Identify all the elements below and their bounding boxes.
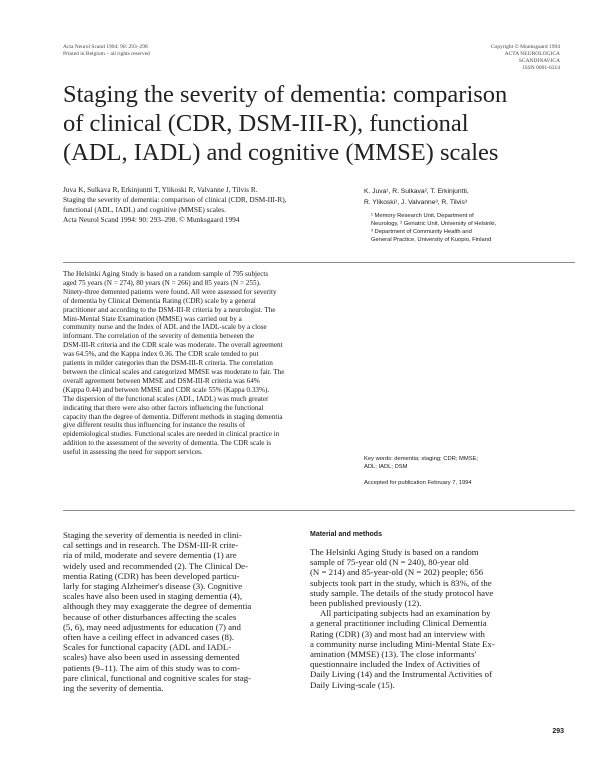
abstract-line: The dispersion of the functional scales (ADL, IADL) was much greater bbox=[63, 394, 269, 403]
page-number: 293 bbox=[552, 728, 564, 735]
body-line: patients (9–11). The aim of this study was to com- bbox=[63, 662, 240, 673]
body-line: Scales for functional capacity (ADL and IADL- bbox=[63, 642, 232, 653]
accepted-date: Accepted for publication February 7, 1994 bbox=[364, 480, 472, 486]
author-line: R. Ylikoski¹, J. Valvanne³, R. Tilvis³ bbox=[364, 199, 468, 206]
abstract-line: community nurse and the Index of ADL and the IADL-scale by a close bbox=[63, 323, 267, 332]
affiliations bbox=[371, 212, 576, 244]
abstract-line: was 64.5%, and the Kappa index 0.36. The CDR scale tended to put bbox=[63, 350, 259, 359]
abstract-top-rule bbox=[63, 262, 575, 263]
body-line: Daily Living (14) and the Instrumental Activities of bbox=[310, 669, 493, 680]
body-line: ria of mild, moderate and severe dementia (1) are bbox=[63, 550, 237, 561]
body-left-column bbox=[63, 530, 313, 693]
abstract-line: Mini-Mental State Examination (MMSE) was carried out by a bbox=[63, 314, 242, 323]
keywords bbox=[364, 455, 574, 471]
body-line: (5, 6), may need adjustments for education (7) and bbox=[63, 621, 241, 632]
affiliation-line: ¹ Memory Research Unit, Department of bbox=[371, 213, 474, 219]
title-line: of clinical (CDR, DSM-III-R), functional bbox=[63, 110, 469, 137]
abstract-line: epidemiological studies. Functional scales are needed in clinical practice in bbox=[63, 430, 280, 439]
body-line: All participating subjects had an examination by bbox=[320, 608, 491, 619]
abstract-line: The Helsinki Aging Study is based on a random sample of 795 subjects bbox=[63, 270, 269, 278]
abstract-line: overall agreement between MMSE and DSM-III-R criteria was 64% bbox=[63, 376, 260, 385]
body-line: mentia Rating (CDR) has been developed particu- bbox=[63, 570, 240, 581]
body-line: pare clinical, functional and cognitive scales for stag- bbox=[63, 672, 252, 683]
body-line: The Helsinki Aging Study is based on a random bbox=[310, 547, 479, 557]
body-line: larly for staging Alzheimer's disease (3). Cognitive bbox=[63, 581, 243, 592]
abstract-line: patients in milder categories than the DSM-III-R criteria. The correlation bbox=[63, 359, 273, 368]
abstract-line: aged 75 years (N = 274), 80 years (N = 266) and 85 years (N = 255). bbox=[63, 278, 261, 287]
abstract-line: informant. The correlation of the severity of dementia between the bbox=[63, 332, 255, 341]
body-line: (N = 214) and 85-year-old (N = 202) people; 656 bbox=[310, 567, 484, 578]
copyright-header bbox=[400, 44, 560, 72]
body-line: subjects took part in the study, which is 83%, of the bbox=[310, 577, 492, 588]
abstract-line: useful in assessing the need for support services. bbox=[63, 448, 203, 457]
author-list bbox=[364, 186, 574, 208]
body-line: scales have also been used in staging dementia (4), bbox=[63, 591, 243, 602]
issn-line: ISSN 0001-6314 bbox=[522, 65, 560, 71]
printed-in-line: Printed in Belgium – all rights reserved bbox=[63, 51, 150, 57]
title-line: Staging the severity of dementia: comparison bbox=[63, 81, 508, 108]
body-line: a community nurse including Mini-Mental State Ex- bbox=[310, 638, 495, 649]
section-heading: Material and methods bbox=[310, 531, 382, 538]
body-line: questionnaire included the Index of Activities of bbox=[310, 659, 481, 670]
journal-name-line-2: SCANDINAVICA bbox=[518, 58, 560, 64]
body-line: Daily Living-scale (15). bbox=[310, 679, 395, 690]
body-line: widely used and recommended (2). The Clinical De- bbox=[63, 560, 249, 571]
citation-line: Acta Neurol Scand 1994: 90: 293–298. © Munksgaard 1994 bbox=[63, 215, 240, 224]
copyright-line: Copyright © Munksgaard 1994 bbox=[490, 44, 560, 50]
abstract-line: of dementia by Clinical Dementia Rating (CDR) scale by a general bbox=[63, 296, 256, 305]
citation-block bbox=[63, 185, 363, 225]
body-line: study sample. The details of the study protocol have bbox=[310, 587, 494, 598]
affiliation-line: Neurology, ² Geriatric Unit, University of Helsinki, bbox=[371, 221, 497, 227]
body-line: often have a ceiling effect in advanced cases (8). bbox=[63, 632, 235, 643]
abstract-line: practitioner and according to the DSM-III-R criteria by a neurologist. The bbox=[63, 305, 276, 314]
abstract-line: indicating that there were also other factors influencing the functional bbox=[63, 403, 264, 412]
abstract bbox=[63, 270, 353, 457]
journal-citation-line: Acta Neurol Scand 1994: 90: 293–298 bbox=[63, 44, 148, 50]
body-line: scales) have also been used in assessing demented bbox=[63, 652, 240, 663]
keywords-line: Key words: dementia; staging; CDR; MMSE; bbox=[364, 456, 479, 462]
body-right-column bbox=[310, 530, 560, 690]
article-title bbox=[63, 80, 563, 167]
keywords-line: ADL; IADL; DSM bbox=[364, 464, 408, 470]
abstract-line: between the clinical scales and categorized MMSE was moderate to fair. The bbox=[63, 367, 285, 376]
abstract-line: addition to the assessment of the severity of dementia. The CDR scale is bbox=[63, 439, 272, 448]
abstract-bottom-rule bbox=[63, 510, 575, 511]
body-line: because of other disturbances affecting the scales bbox=[63, 611, 237, 622]
body-line: cal settings and in research. The DSM-III-R crite- bbox=[63, 540, 239, 551]
body-line: been published previously (12). bbox=[310, 598, 422, 609]
citation-line: Staging the severity of dementia: comparison of clinical (CDR, DSM-III-R), bbox=[63, 195, 287, 204]
body-line: a general practitioner including Clinical Dementia bbox=[310, 618, 487, 629]
body-line: sample of 75-year old (N = 240), 80-year old bbox=[310, 557, 469, 568]
citation-line: functional (ADL, IADL) and cognitive (MMSE) scales. bbox=[63, 205, 226, 214]
body-line: ing the severity of dementia. bbox=[63, 683, 164, 694]
abstract-line: (Kappa 0.44) and between MMSE and CDR scale 55% (Kappa 0.33%). bbox=[63, 385, 270, 394]
journal-name-line-1: ACTA NEUROLOGICA bbox=[504, 51, 560, 57]
abstract-line: give different results thus influencing for instance the results of bbox=[63, 421, 246, 430]
abstract-line: Ninety-three demented patients were found. All were assessed for severity bbox=[63, 287, 277, 296]
body-line: Staging the severity of dementia is needed in clini- bbox=[63, 530, 242, 540]
affiliation-line: ³ Department of Community Health and bbox=[371, 229, 472, 235]
affiliation-line: General Practice, University of Kuopio, Finland bbox=[371, 237, 492, 243]
citation-line: Juva K, Sulkava R, Erkinjuntti T, Ylikoski R, Valvanne J, Tilvis R. bbox=[63, 185, 258, 194]
abstract-line: DSM-III-R criteria and the CDR scale was moderate. The overall agreement bbox=[63, 341, 283, 350]
journal-header bbox=[63, 44, 223, 58]
abstract-line: capacity than the degree of dementia. Different methods in staging dementia bbox=[63, 412, 283, 421]
body-line: Rating (CDR) (3) and most had an interview with bbox=[310, 628, 485, 639]
title-line: (ADL, IADL) and cognitive (MMSE) scales bbox=[63, 139, 499, 166]
body-line: although they may exaggerate the degree of dementia bbox=[63, 601, 252, 612]
author-line: K. Juva¹, R. Sulkava², T. Erkinjuntti, bbox=[364, 188, 469, 195]
body-line: amination (MMSE) (13). The close informants' bbox=[310, 649, 477, 660]
